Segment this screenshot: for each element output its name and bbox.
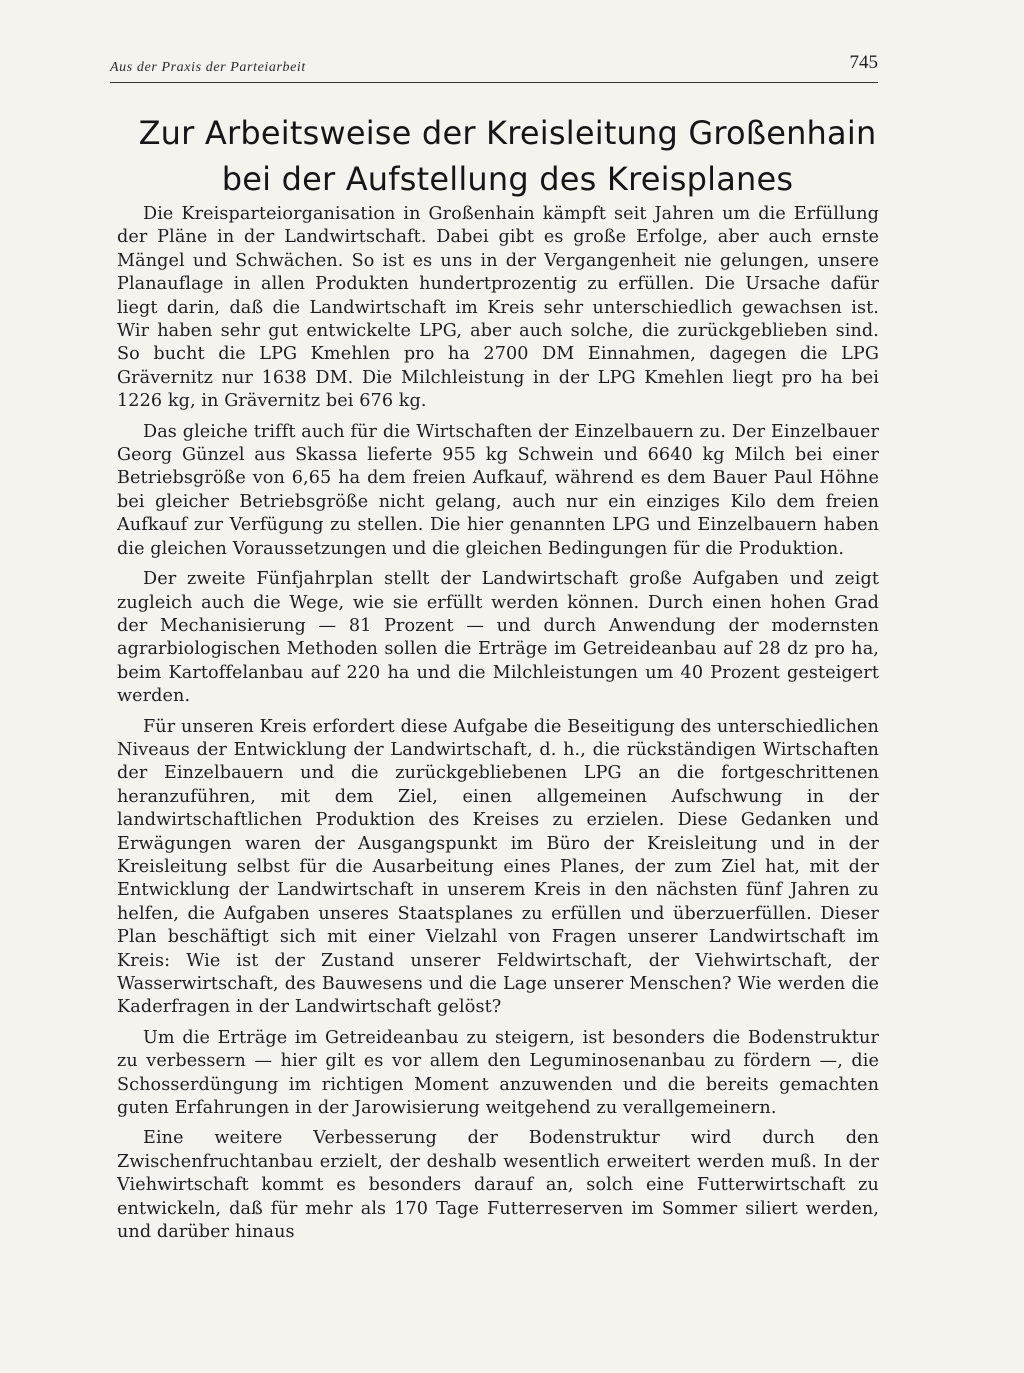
running-header: [110, 52, 878, 83]
paragraph: Eine weitere Verbesserung der Bodenstruktur wird durch den Zwischenfruchtanbau erzielt, der deshalb wesentlich erweitert werden muß. In der Viehwirtschaft kommt es besonders darauf an, solch eine Futterwirtschaft zu entwickeln, daß für mehr als 170 Tage Futterreserven im Sommer siliert werden, und darüber hinaus: [117, 1128, 879, 1243]
paragraph: Für unseren Kreis erfordert diese Aufgabe die Beseitigung des unterschiedlichen Niveaus der Entwicklung der Landwirtschaft, d. h., die rückständigen Wirtschaften der Einzelbauern und die zurückgebliebenen LPG an die fortgeschrittenen heranzuführen, mit dem Ziel, einen allgemeinen Aufschwung in der landwirtschaftlichen Produktion des Kreises zu erzielen. Diese Gedanken und Erwägungen waren der Ausgangspunkt im Büro der Kreisleitung und in der Kreisleitung selbst für die Ausarbeitung eines Planes, der zum Ziel hat, mit der Entwicklung der Landwirtschaft in unserem Kreis in den nächsten fünf Jahren zu helfen, die Aufgaben unseres Staatsplanes zu erfüllen und überzuerfüllen. Dieser Plan beschäftigt sich mit einer Vielzahl von Fragen unserer Landwirtschaft im Kreis: Wie ist der Zustand unserer Feldwirtschaft, der Viehwirtschaft, der Wasserwirtschaft, des Bauwesens und die Lage unserer Menschen? Wie werden die Kaderfragen in der Landwirtschaft gelöst?: [117, 716, 879, 1018]
article-body: [117, 203, 879, 1251]
paragraph: Das gleiche trifft auch für die Wirtschaften der Einzelbauern zu. Der Einzelbauer Georg Günzel aus Skassa lieferte 955 kg Schwein und 6640 kg Milch bei einer Betriebsgröße von 6,65 ha dem freien Aufkauf, während es dem Bauer Paul Höhne bei gleicher Betriebsgröße nicht gelang, auch nur ein einziges Kilo dem freien Aufkauf zur Verfügung zu stellen. Die hier genannten LPG und Einzelbauern haben die gleichen Voraussetzungen und die gleichen Bedingungen für die Produktion.: [117, 421, 879, 559]
paragraph: Der zweite Fünfjahrplan stellt der Landwirtschaft große Aufgaben und zeigt zugleich auch die Wege, wie sie erfüllt werden können. Durch einen hohen Grad der Mechanisierung — 81 Prozent — und durch Anwendung der modernsten agrarbiologischen Methoden sollen die Erträge im Getreideanbau auf 28 dz pro ha, beim Kartoffelanbau auf 220 ha und die Milchleistungen um 40 Prozent gesteigert werden.: [117, 569, 879, 707]
paragraph: Um die Erträge im Getreideanbau zu steigern, ist besonders die Bodenstruktur zu verbessern — hier gilt es vor allem den Leguminosenanbau zu fördern —, die Schosserdüngung im richtigen Moment anzuwenden und die bereits gemachten guten Erfahrungen in der Jarowisierung weitgehend zu verallgemeinern.: [117, 1027, 879, 1119]
section-label: Aus der Praxis der Parteiarbeit: [110, 60, 306, 75]
paragraph: Die Kreisparteiorganisation in Großenhain kämpft seit Jahren um die Erfüllung der Pläne in der Landwirtschaft. Dabei gibt es große Erfolge, aber auch ernste Mängel und Schwächen. So ist es uns in der Vergangenheit nie gelungen, unsere Planauflage in allen Produkten hundertprozentig zu erfüllen. Die Ursache dafür liegt darin, daß die Landwirtschaft im Kreis sehr unterschiedlich gewachsen ist. Wir haben sehr gut entwickelte LPG, aber auch solche, die zurückgeblieben sind. So bucht die LPG Kmehlen pro ha 2700 DM Einnahmen, dagegen die LPG Grävernitz nur 1638 DM. Die Milchleistung in der LPG Kmehlen liegt pro ha bei 1226 kg, in Grävernitz bei 676 kg.: [117, 204, 879, 412]
article-title: Zur Arbeitsweise der Kreisleitung Großenhain bei der Aufstellung des Kreisplanes: [138, 114, 877, 198]
page-number: 745: [849, 52, 878, 73]
